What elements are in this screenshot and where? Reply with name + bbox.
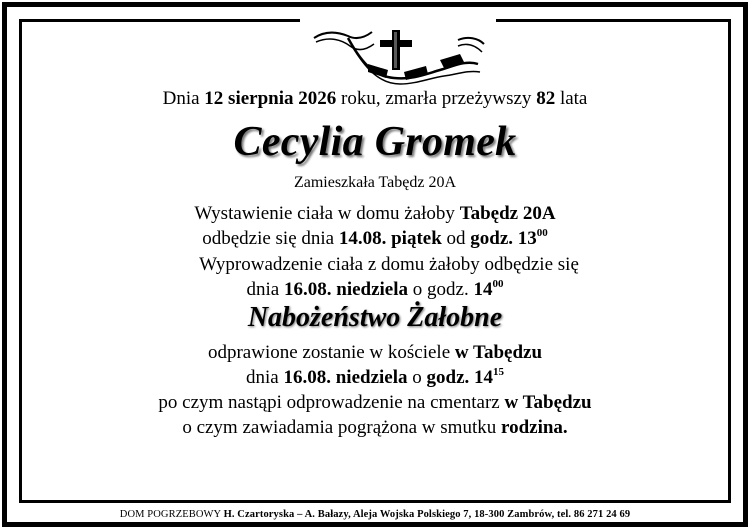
deceased-name: Cecylia Gromek [233,119,517,165]
mass-heading: Nabożeństwo Żałobne [247,302,503,333]
cemetery-line: po czym nastąpi odprowadzenie na cmentarz w Tabędzu [158,392,592,413]
funeral-home-footer: DOM POGRZEBOWY H. Czartoryska – A. Bałazy, Aleja Wojska Polskiego 7, 18-300 Zambrów, tel. 86 271 24 69 [119,509,631,520]
viewing-line-1: Wystawienie ciała w domu żałoby Tabędz 20A [194,203,556,224]
departure-line-1: Wyprowadzenie ciała z domu żałoby odbędzie się [199,254,579,275]
viewing-line-2: odbędzie się dnia 14.08. piątek od godz. $13^{00}$ [202,227,548,249]
cross-ribbon-emblem [308,20,488,90]
death-date-line: Dnia 12 sierpnia 2026 roku, zmarła przeżywszy 82 lata [162,88,588,109]
mass-line-2: dnia 16.08. niedziela o godz. $14^{15}$ [246,366,504,388]
closing-line: o czym zawiadamia pogrążona w smutku rodzina. [182,417,568,438]
residence-line: Zamieszkała Tabędz 20A [293,174,457,191]
mass-line-1: odprawione zostanie w kościele w Tabędzu [207,342,543,363]
departure-line-2: dnia 16.08. niedziela o godz. $14^{00}$ [246,278,504,300]
